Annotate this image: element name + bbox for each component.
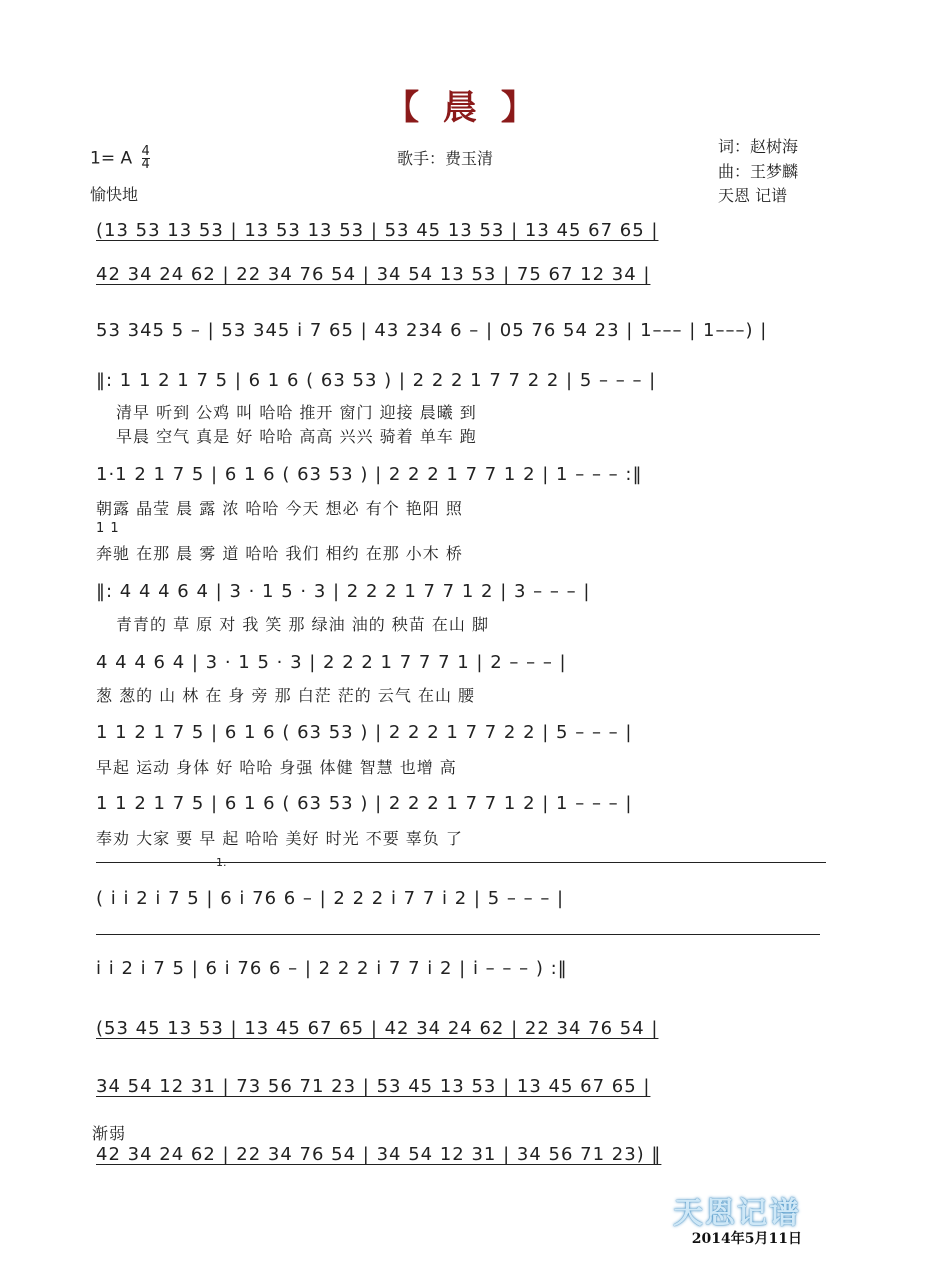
score-line-14: 42 34 24 62 | 22 34 76 54 | 34 54 12 31 | 34 56 71 23) ‖ [96,1144,662,1165]
key-signature [90,146,150,171]
lyric-line-5b: 奔驰 在那 晨 雾 道 哈哈 我们 相约 在那 小木 桥 [96,544,463,563]
lyric-line-5a: 朝露 晶莹 晨 露 浓 哈哈 今天 想必 有个 艳阳 照 [96,499,463,518]
composer-credit: 曲：王梦麟 [718,162,799,181]
tempo-marking: 愉快地 [90,185,139,204]
dynamic-marking: 渐弱 [92,1124,127,1143]
time-signature-top: 4 [141,144,150,159]
lyric-line-4b: 早晨 空气 真是 好 哈哈 高高 兴兴 骑着 单车 跑 [116,427,477,446]
transcription-date: 2014年5月11日 [691,1231,802,1247]
time-signature-bottom: 4 [141,157,150,172]
alt-notes-5: 1 1 [96,521,120,536]
score-line-4: ‖: 1 1 2 1 7 5 | 6 1 6 ( 63 53 ) | 2 2 2 1 7 7 2 2 | 5 – – – | [96,370,657,391]
score-line-9: 1 1 2 1 7 5 | 6 1 6 ( 63 53 ) | 2 2 2 1 7 7 1 2 | 1 – – – | [96,793,633,814]
score-line-2: 42 34 24 62 | 22 34 76 54 | 34 54 13 53 | 75 67 12 34 | [96,264,651,285]
volta-bracket-2 [96,934,820,935]
volta-number: 1. [216,856,227,869]
score-line-3: 53 345 5 – | 53 345 i 7 65 | 43 234 6 – | 05 76 54 23 | 1––– | 1–––) | [96,320,768,341]
score-line-10: ( i i 2 i 7 5 | 6 i 76 6 – | 2 2 2 i 7 7 i 2 | 5 – – – | [96,888,565,909]
score-line-1: (13 53 13 53 | 13 53 13 53 | 53 45 13 53 | 13 45 67 65 | [96,220,659,241]
lyric-line-6: 青青的 草 原 对 我 笑 那 绿油 油的 秧苗 在山 脚 [116,615,489,634]
score-line-8: 1 1 2 1 7 5 | 6 1 6 ( 63 53 ) | 2 2 2 1 7 7 2 2 | 5 – – – | [96,722,633,743]
singer-credit: 歌手：费玉清 [397,149,494,168]
score-line-5: 1·1 2 1 7 5 | 6 1 6 ( 63 53 ) | 2 2 2 1 7 7 1 2 | 1 – – – :‖ [96,464,643,485]
lyricist-credit: 词：赵树海 [718,137,799,156]
score-line-12: (53 45 13 53 | 13 45 67 65 | 42 34 24 62 | 22 34 76 54 | [96,1018,659,1039]
lyric-line-4a: 清早 听到 公鸡 叫 哈哈 推开 窗门 迎接 晨曦 到 [116,403,477,422]
score-line-13: 34 54 12 31 | 73 56 71 23 | 53 45 13 53 | 13 45 67 65 | [96,1076,651,1097]
score-line-11: i i 2 i 7 5 | 6 i 76 6 – | 2 2 2 i 7 7 i 2 | i – – – ) :‖ [96,958,568,979]
score-line-6: ‖: 4 4 4 6 4 | 3 · 1 5 · 3 | 2 2 2 1 7 7 1 2 | 3 – – – | [96,581,591,602]
volta-bracket [96,862,826,863]
lyric-line-7: 葱 葱的 山 林 在 身 旁 那 白茫 茫的 云气 在山 腰 [96,686,476,705]
score-line-7: 4 4 4 6 4 | 3 · 1 5 · 3 | 2 2 2 1 7 7 7 1 | 2 – – – | [96,652,567,673]
lyric-line-8: 早起 运动 身体 好 哈哈 身强 体健 智慧 也增 高 [96,758,457,777]
lyric-line-9: 奉劝 大家 要 早 起 哈哈 美好 时光 不要 辜负 了 [96,829,463,848]
watermark-logo: 天恩记谱 [673,1196,801,1231]
time-signature [142,146,150,171]
song-title: 【 晨 】 [385,88,541,128]
key-label: 1= A [90,148,133,169]
transcriber-credit: 天恩 记谱 [718,186,788,205]
